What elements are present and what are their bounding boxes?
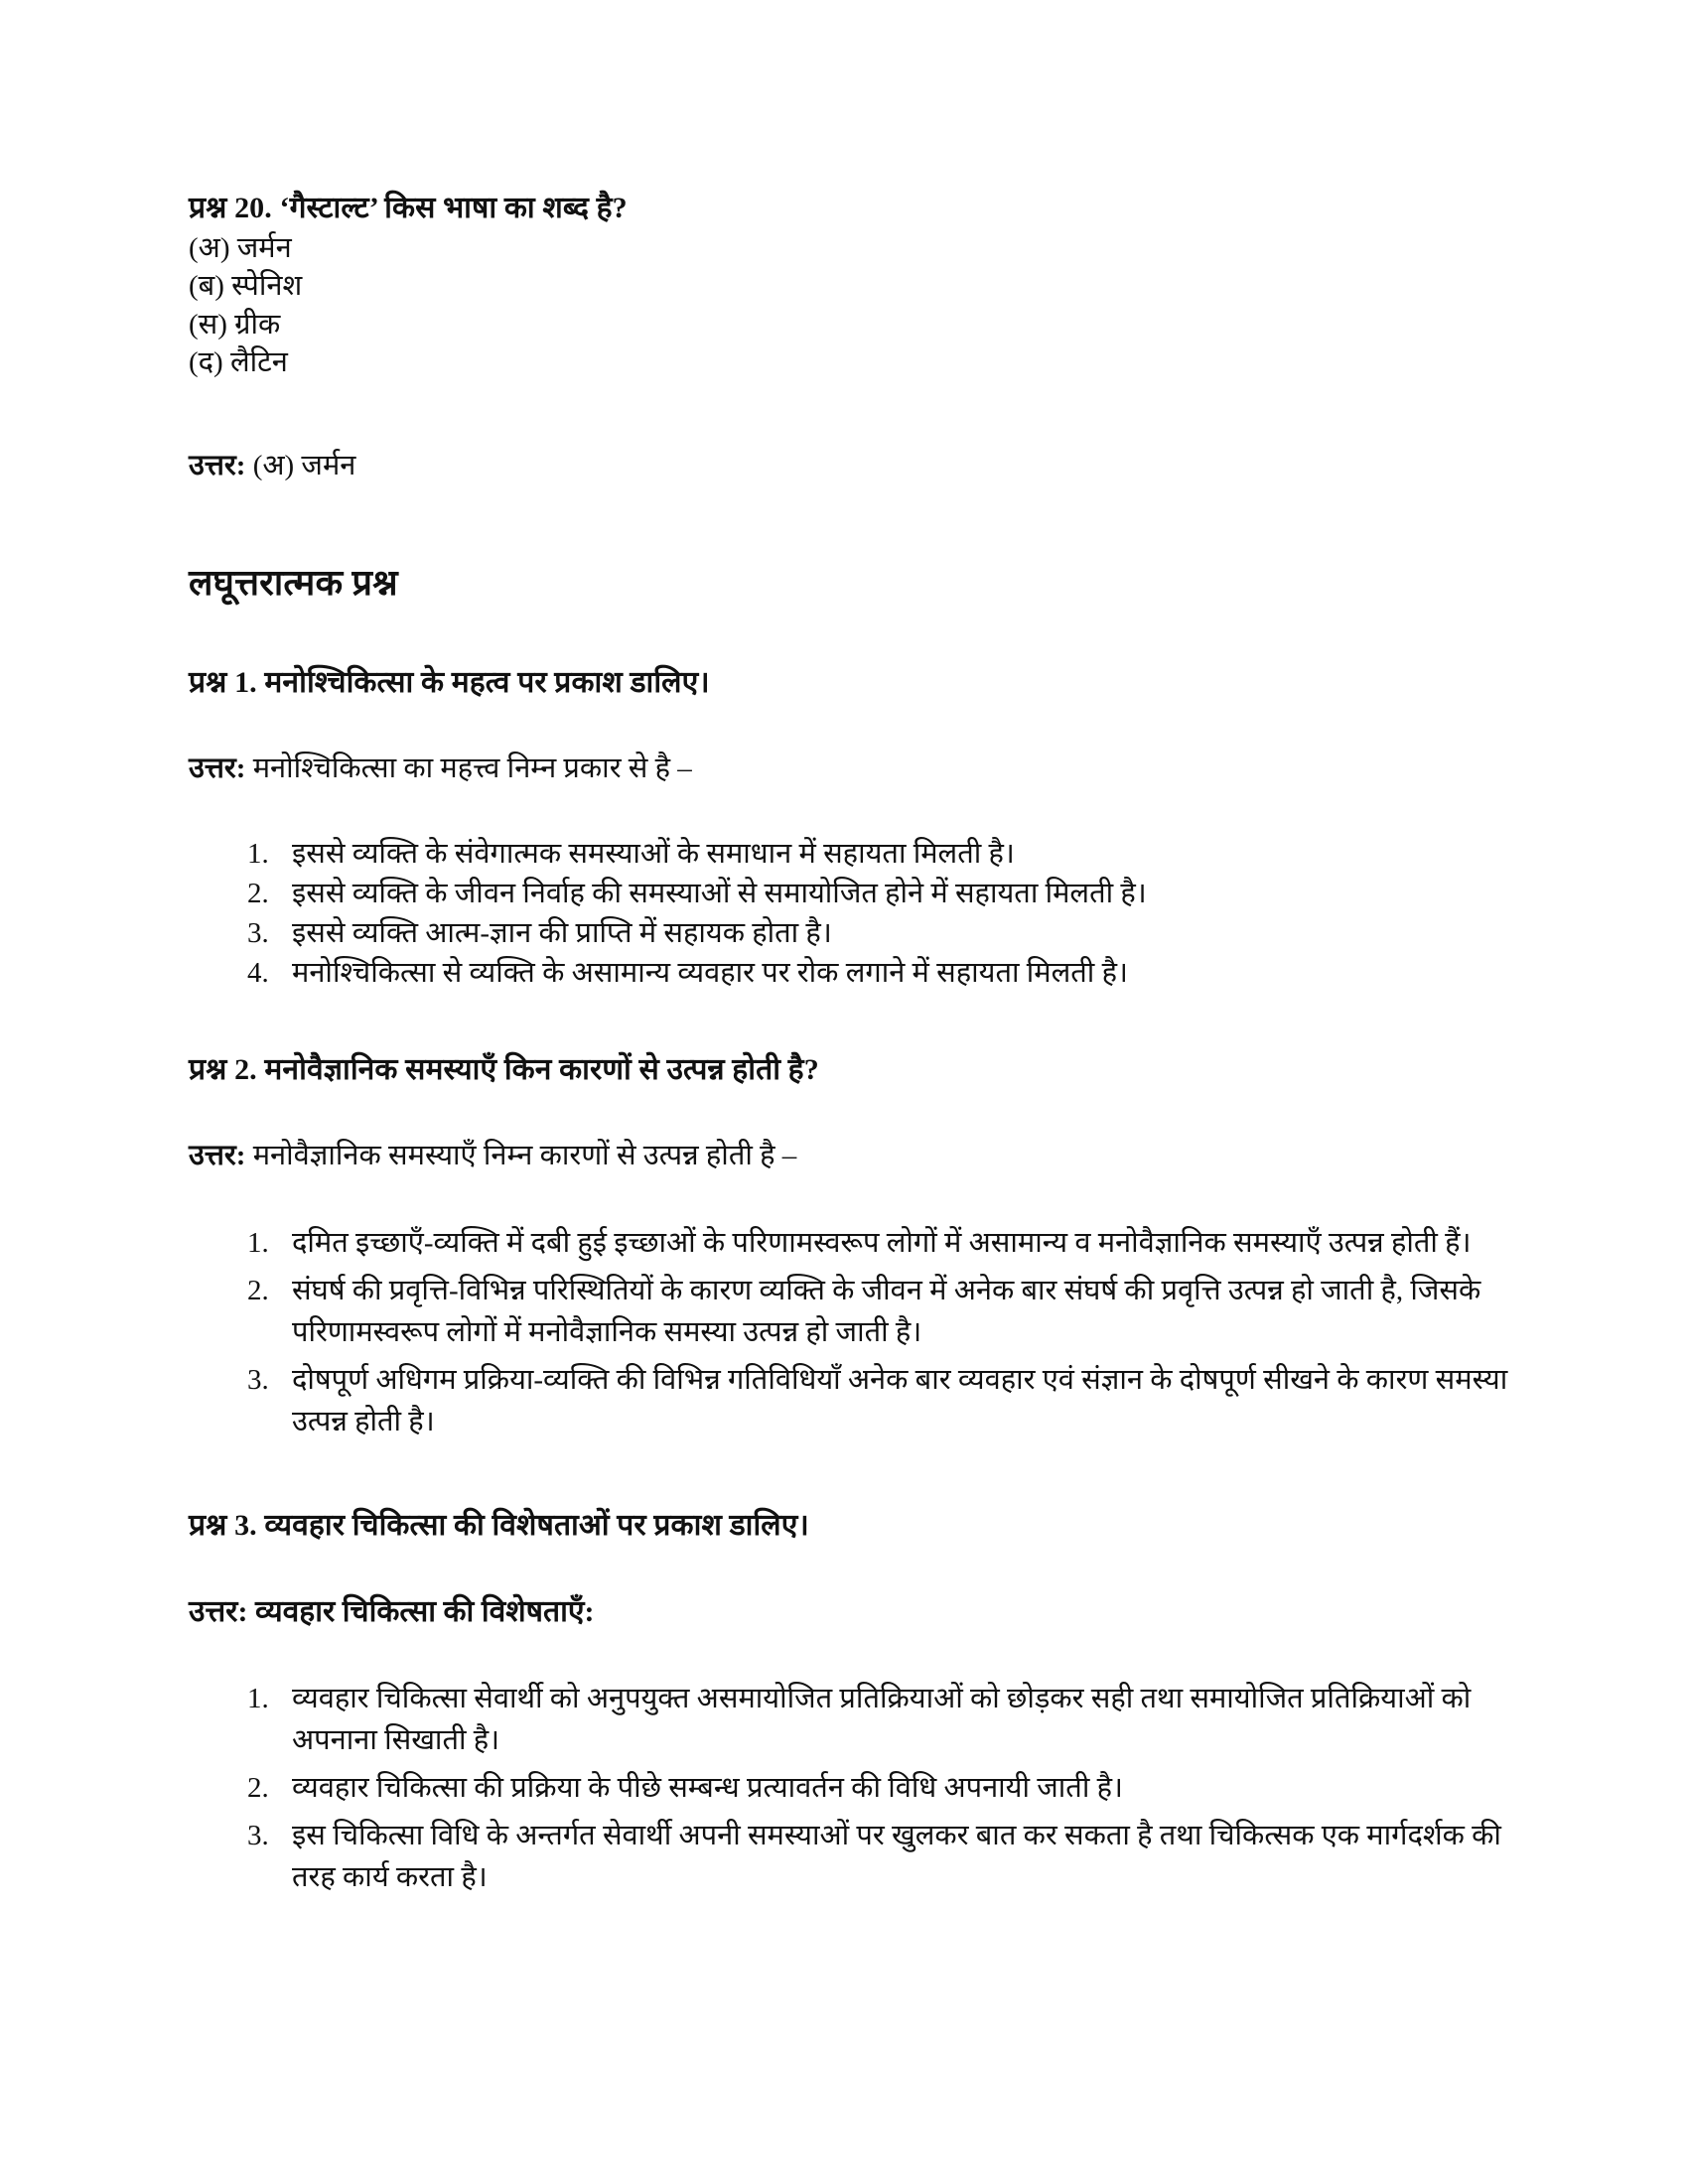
- question-1-answer: [189, 750, 1539, 788]
- document-content: [189, 189, 1539, 1899]
- mcq-option-list: [189, 229, 1539, 381]
- spacer: [189, 1176, 1539, 1222]
- question-3-list: [189, 1678, 1539, 1898]
- spacer: [189, 993, 1539, 1050]
- list-item: 3. दोषपूर्ण अधिगम प्रक्रिया-व्यक्ति की विभिन्न गतिविधियाँ अनेक बार व्यवहार एवं संज्ञान के दोषपूर्ण सीखने के कारण समस्या उत्पन्न होती है।: [276, 1359, 1539, 1442]
- list-item: 2. संघर्ष की प्रवृत्ति-विभिन्न परिस्थितियों के कारण व्यक्ति के जीवन में अनेक बार संघर्ष की प्रवृत्ति उत्पन्न हो जाती है, जिसके परिणामस्वरूप लोगों में मनोवैज्ञानिक समस्या उत्पन्न हो जाती है।: [276, 1270, 1539, 1353]
- list-item: 3. इस चिकित्सा विधि के अन्तर्गत सेवार्थी अपनी समस्याओं पर खुलकर बात कर सकता है तथा चिकित्सक एक मार्गदर्शक की तरह कार्य करता है।: [276, 1815, 1539, 1898]
- spacer: [189, 1547, 1539, 1592]
- list-item: 2. व्यवहार चिकित्सा की प्रक्रिया के पीछे सम्बन्ध प्रत्यावर्तन की विधि अपनायी जाती है।: [276, 1767, 1539, 1809]
- question-1-answer-text: मनोश्चिकित्सा का महत्त्व निम्न प्रकार से है –: [245, 752, 692, 785]
- spacer: [189, 606, 1539, 663]
- mcq-option-d: (द) लैटिन: [189, 345, 288, 378]
- question-1-answer-label: उत्तर:: [189, 752, 246, 785]
- question-2-answer: [189, 1137, 1539, 1175]
- spacer: [189, 1091, 1539, 1137]
- spacer: [189, 704, 1539, 750]
- question-3-title: प्रश्न 3. व्यवहार चिकित्सा की विशेषताओं पर प्रकाश डालिए।: [189, 1508, 809, 1542]
- question-2-title: प्रश्न 2. मनोवैज्ञानिक समस्याएँ किन कारणों से उत्पन्न होती है?: [189, 1053, 819, 1087]
- mcq-option-a: (अ) जर्मन: [189, 232, 292, 264]
- spacer: [189, 788, 1539, 834]
- spacer: [189, 485, 1539, 561]
- spacer: [189, 1448, 1539, 1506]
- mcq-answer-text: (अ) जर्मन: [245, 450, 356, 482]
- question-2-answer-label: उत्तर:: [189, 1140, 246, 1172]
- question-1-title: प्रश्न 1. मनोश्चिकित्सा के महत्व पर प्रकाश डालिए।: [189, 666, 710, 700]
- spacer: [189, 381, 1539, 447]
- mcq-question-title: प्रश्न 20. ‘गैस्टाल्ट’ किस भाषा का शब्द है?: [189, 192, 628, 224]
- question-2-list: [189, 1222, 1539, 1442]
- question-3-answer: [189, 1592, 1539, 1633]
- question-1-list: [189, 834, 1539, 993]
- question-3-answer-text: व्यवहार चिकित्सा की विशेषताएँ:: [247, 1594, 595, 1628]
- mcq-option-b: (ब) स्पेनिश: [189, 270, 303, 303]
- list-item: 2. इससे व्यक्ति के जीवन निर्वाह की समस्याओं से समायोजित होने में सहायता मिलती है।: [276, 874, 1539, 913]
- spacer: [189, 1632, 1539, 1678]
- question-3-answer-label: उत्तर:: [189, 1594, 248, 1628]
- section-heading: लघूत्तरात्मक प्रश्न: [189, 563, 398, 604]
- list-item: 4. मनोश्चिकित्सा से व्यक्ति के असामान्य व्यवहार पर रोक लगाने में सहायता मिलती है।: [276, 953, 1539, 993]
- list-item: 1. व्यवहार चिकित्सा सेवार्थी को अनुपयुक्त असमायोजित प्रतिक्रियाओं को छोड़कर सही तथा समायोजित प्रतिक्रियाओं को अपनाना सिखाती है।: [276, 1678, 1539, 1761]
- mcq-option-c: (स) ग्रीक: [189, 308, 281, 341]
- list-item: 1. दमित इच्छाएँ-व्यक्ति में दबी हुई इच्छाओं के परिणामस्वरूप लोगों में असामान्य व मनोवैज्ञानिक समस्याएँ उत्पन्न होती हैं।: [276, 1222, 1539, 1264]
- mcq-answer-label: उत्तर:: [189, 450, 246, 482]
- list-item: 3. इससे व्यक्ति आत्म-ज्ञान की प्राप्ति में सहायक होता है।: [276, 913, 1539, 953]
- question-2-answer-text: मनोवैज्ञानिक समस्याएँ निम्न कारणों से उत्पन्न होती है –: [245, 1140, 797, 1172]
- mcq-answer: [189, 447, 1539, 485]
- list-item: 1. इससे व्यक्ति के संवेगात्मक समस्याओं के समाधान में सहायता मिलती है।: [276, 834, 1539, 874]
